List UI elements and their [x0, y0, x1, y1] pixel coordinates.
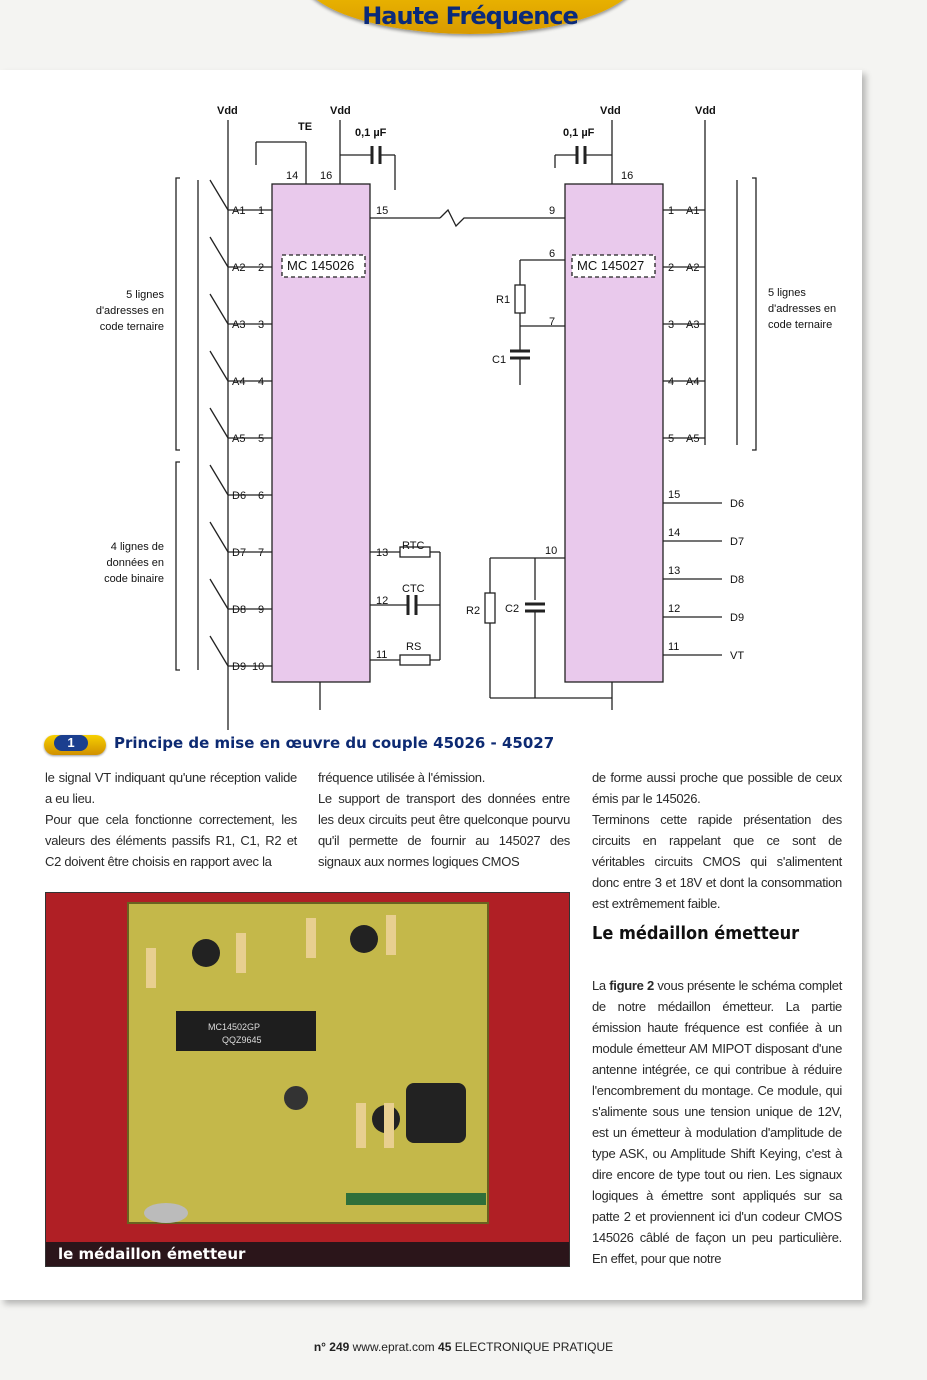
svg-text:7: 7 — [258, 547, 265, 559]
pcb-illustration — [46, 893, 569, 1266]
svg-text:10: 10 — [252, 661, 265, 673]
cap-label-right: 0,1 µF — [563, 127, 595, 139]
ic-right-label: MC 145027 — [577, 258, 645, 273]
page-number: 45 — [438, 1340, 452, 1354]
page — [0, 70, 862, 1300]
paragraph: La figure 2 vous présente le schéma complet de notre médaillon émetteur. La partie émission haute fréquence est confiée à un module émetteur AM MIPOT disposant d'une antenne intégrée, ce qui contribue à réduire l'encombrement du montage. Ce module, qui s'alimente sous une tension unique de 12V, est un émetteur à modulation d'amplitude de type ASK, ou Amplitude Shift Keying, c'est à dire encore de type tout ou rien. Les signaux logiques à émettre sont appliqués sur sa patte 2 et proviennent ici d'un codeur CMOS 145026 câblé de façon un peu particulière. En effet, pour que notre — [592, 978, 843, 1266]
svg-text:11: 11 — [668, 641, 680, 653]
figure-caption: Principe de mise en œuvre du couple 45026 - 45027 — [114, 734, 555, 752]
svg-text:16: 16 — [621, 170, 634, 182]
svg-text:13: 13 — [668, 565, 681, 577]
svg-text:1: 1 — [258, 205, 265, 217]
svg-text:12: 12 — [376, 595, 389, 607]
photo-caption: le médaillon émetteur — [46, 1242, 569, 1266]
paragraph: Pour que cela fonctionne correctement, les valeurs des éléments passifs R1, C1, R2 et C2 doivent être choisis en rapport avec la — [45, 812, 297, 869]
photo-transmitter-board — [45, 892, 570, 1267]
svg-text:D9: D9 — [232, 661, 247, 673]
svg-text:A1: A1 — [686, 205, 700, 217]
text-column-3 — [592, 767, 842, 914]
svg-text:10: 10 — [545, 545, 558, 557]
out-d8: D8 — [730, 574, 745, 586]
svg-text:4: 4 — [668, 376, 675, 388]
svg-text:14: 14 — [286, 170, 299, 182]
svg-text:2: 2 — [258, 262, 265, 274]
section-heading: Le médaillon émetteur — [592, 923, 800, 944]
circuit-schematic — [0, 100, 862, 760]
svg-text:14: 14 — [668, 527, 681, 539]
paragraph: fréquence utilisée à l'émission. — [318, 770, 486, 785]
svg-text:7: 7 — [549, 316, 556, 328]
svg-text:11: 11 — [376, 649, 388, 661]
svg-text:5: 5 — [668, 433, 675, 445]
svg-text:A4: A4 — [686, 376, 700, 388]
svg-text:A2: A2 — [232, 262, 246, 274]
svg-text:6: 6 — [258, 490, 265, 502]
data-left-2: données en — [106, 557, 164, 569]
cap-label-left: 0,1 µF — [355, 127, 387, 139]
svg-text:3: 3 — [258, 319, 265, 331]
data-left-3: code binaire — [104, 573, 164, 585]
addr-right-1: 5 lignes — [768, 287, 806, 299]
r2-label: R2 — [466, 605, 481, 617]
svg-text:3: 3 — [668, 319, 675, 331]
page-footer — [0, 1340, 927, 1354]
out-vt: VT — [730, 650, 745, 662]
vdd-label-4: Vdd — [695, 105, 716, 117]
svg-text:A3: A3 — [232, 319, 246, 331]
svg-text:A5: A5 — [686, 433, 700, 445]
r1-label: R1 — [496, 294, 511, 306]
c1-label: C1 — [492, 354, 507, 366]
te-label: TE — [298, 121, 313, 133]
svg-text:15: 15 — [668, 489, 681, 501]
chip-text-2: QQZ9645 — [222, 1035, 262, 1045]
issue-number: n° 249 — [313, 1340, 350, 1354]
svg-text:13: 13 — [376, 547, 389, 559]
paragraph: de forme aussi proche que possible de ceux émis par le 145026. — [592, 770, 842, 806]
magazine-name: ELECTRONIQUE PRATIQUE — [454, 1340, 614, 1354]
svg-text:A1: A1 — [232, 205, 246, 217]
addr-left-1: 5 lignes — [126, 289, 164, 301]
ctc-label: CTC — [402, 583, 425, 595]
addr-left-2: d'adresses en — [95, 305, 164, 317]
svg-text:D6: D6 — [232, 490, 247, 502]
text-column-1 — [45, 767, 297, 872]
paragraph: le signal VT indiquant qu'une réception valide a eu lieu. — [45, 770, 297, 806]
ic-left-label: MC 145026 — [287, 258, 355, 273]
svg-text:2: 2 — [668, 262, 675, 274]
figure-caption-bar — [44, 733, 744, 757]
chip-text-1: MC14502GP — [208, 1022, 261, 1032]
svg-text:6: 6 — [549, 248, 556, 260]
rtc-label: RTC — [402, 540, 425, 552]
out-d7: D7 — [730, 536, 745, 548]
svg-text:5: 5 — [258, 433, 265, 445]
svg-text:12: 12 — [668, 603, 681, 615]
figure-number: 1 — [54, 735, 88, 751]
section-title: Haute Fréquence — [362, 2, 578, 30]
out-d9: D9 — [730, 612, 745, 624]
footer-url: www.eprat.com — [352, 1340, 435, 1354]
text-column-2 — [318, 767, 570, 872]
vdd-label-2: Vdd — [330, 105, 351, 117]
svg-text:A3: A3 — [686, 319, 700, 331]
addr-right-3: code ternaire — [768, 319, 833, 331]
addr-left-3: code ternaire — [99, 321, 164, 333]
svg-text:D8: D8 — [232, 604, 247, 616]
svg-text:A4: A4 — [232, 376, 246, 388]
out-d6: D6 — [730, 498, 745, 510]
paragraph: Terminons cette rapide présentation des circuits en rappelant que ce sont de véritables circuits CMOS qui s'alimentent donc entre 3 et 18V et dont la consommation est extrêmement faible. — [592, 812, 842, 911]
svg-text:4: 4 — [258, 376, 265, 388]
svg-text:1: 1 — [668, 205, 675, 217]
svg-text:15: 15 — [376, 205, 389, 217]
svg-text:9: 9 — [258, 604, 265, 616]
svg-text:D7: D7 — [232, 547, 247, 559]
rs-label: RS — [406, 641, 422, 653]
c2-label: C2 — [505, 603, 520, 615]
svg-text:16: 16 — [320, 170, 333, 182]
data-left-1: 4 lignes de — [110, 541, 164, 553]
svg-text:A2: A2 — [686, 262, 700, 274]
svg-text:9: 9 — [549, 205, 556, 217]
vdd-label-3: Vdd — [600, 105, 621, 117]
svg-text:A5: A5 — [232, 433, 246, 445]
text-column-3b — [592, 975, 842, 1269]
vdd-label-1: Vdd — [217, 105, 238, 117]
addr-right-2: d'adresses en — [768, 303, 837, 315]
paragraph: Le support de transport des données entre les deux circuits peut être quelconque pourvu qu'il permette de fournir au 145027 des signaux aux normes logiques CMOS — [318, 791, 570, 869]
